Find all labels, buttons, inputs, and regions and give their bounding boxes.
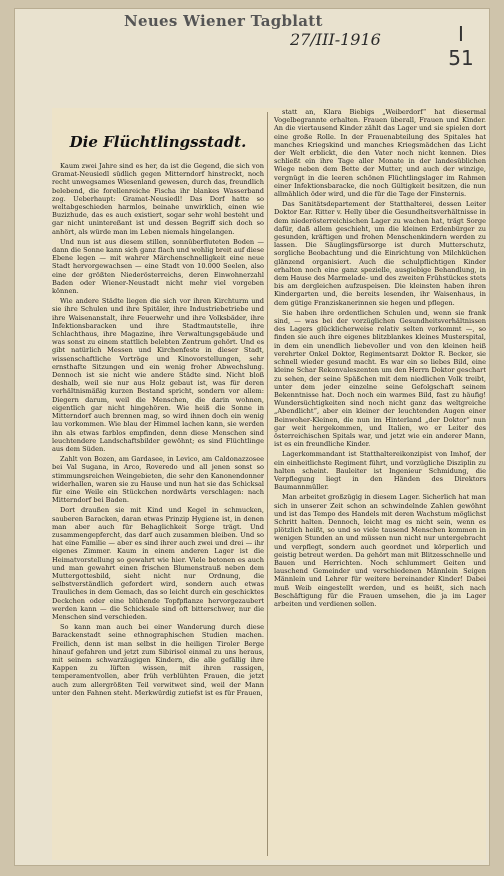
paragraph: Das Sanitätsdepartement der Statthalterei, dessen Leiter Doktor Ear. Ritter v. Helly über die Gesundheitsverhältnisse in dem niederösterreichischen Lager zu wachen hat, trägt Sorge dafür, daß allem geschieht, um die kleinen Erdenbürger zu gesunden, kräftigen und frohen Menschenkindern werden zu lassen. Die Säuglingsfürsorge ist durch Mutterschutz, sorgliche Beobachtung und die Einrichtung von Milchküchen glänzend organisiert. Auch die schulpflichtigen Kinder erhalten noch eine ganz spezielle, ausgiebige Behandlung, in dem Hause des Marmelade- und des zweiten Frühstückes stets bis am dergleichen aufzuspeisen. Die kleinsten haben ihren Kindergarten und, die bereits lesenden, ihr Waisenhaus, in dem gütige Franziskanerinnen sie hegen und pflegen. bbox=[274, 200, 486, 307]
paragraph: Dort draußen sie mit Kind und Kegel in schmucken, sauberen Baracken, daran etwas Prinzip Hygiene ist, in denen man aber auch für Behaglichkeit Sorge trägt. Und zusammengepfercht, das darf auch zusammen bleiben. Und so hat eine Familie — aber es sind ihrer auch zwei und drei — ihr eigenes Zimmer. Kaum in einem anderen Lager ist die Heimatvorstellung so gewahrt wie hier. Viele betonen es auch und man gewahrt einen frischen Blumenstrauß neben dem Muttergottesbild, sieht nicht nur Ordnung, die selbstverständlich gefordert wird, sondern auch etwas Trauliches in dem Gemach, das so leicht durch ein geschicktes Deckchen oder eine blühende Topfpflanze hervorgezaubert werden kann — die Schicksale sind oft bitterschwer, nur die Menschen sind verschieden. bbox=[52, 506, 264, 621]
paragraph: Lagerkommandant ist Statthaltereikonzipist von Imhof, der ein einheitlichste Regiment führt, und vorzügliche Disziplin zu halten scheint. Bauleiter ist Ingenieur Schmidung, die Verpflegung liegt in den Händen des Direktors Baumannmüller. bbox=[274, 450, 486, 492]
paragraph: Wie andere Städte liegen die sich vor ihren Kirchturm und sie ihre Schulen und ihre Spitäler, ihre Industriebetriebe und ihre Waisenanstalt, ihre Feuerwehr und ihre Volksbäder, ihre Infektionsbaracken und ihre Stadtmautstelle, ihre Schlachthaus, ihre Magazine, ihre Verwaltungsgebäude und was sonst zu einem stattlich belebten Zentrum gehört. Und es gibt natürlich Messen und Kirchenfeste in dieser Stadt, wissenschaftliche Vorträge und Kinovorstellungen, sehr ernsthafte Sitzungen und ein wenig froher Abwechslung. Dennoch ist sie nicht wie andere Städte sind. Nicht bloß deshalb, weil sie nur aus Holz gebaut ist, was für deren verhältnismäßig kurzen Bestand spricht, sondern vor allem: Diegern darum, weil die Menschen, die darin wohnen, eigentlich gar nicht hingehören. Wie heiß die Sonne in Mitterndorf auch brennen mag, so wird ihnen doch ein wenig lau vorkommen. Wie blau der Himmel lachen kann, sie werden ihn als etwas farblos empfinden, denn diese Menschen sind leuchtendere Landschaftsbilder gewöhnt; es sind Flüchtlinge aus dem Süden. bbox=[52, 297, 264, 453]
paragraph: Kaum zwei Jahre sind es her, da ist die Gegend, die sich von Gramat-Neusiedl südlich gegen Mitterndorf hinstreckt, noch recht unwegsames Wiesenland gewesen, durch das, freundlich belebend, die forellenreiche Fischa ihr blankes Wasserband zog. Ueberhaupt: Gramat-Neusiedl! Das Dorf hatte so weltabgeschieden harmlos, beinahe unwirklich, einen wie Buzizhude, das es auch existiert, sogar sehr wohl besteht und gar nicht unintereßant ist und dessen Begriff sich doch so anhört, als würde man im Leben niemals hingelangen. bbox=[52, 162, 264, 236]
article-body bbox=[52, 108, 486, 860]
article-column-left bbox=[52, 108, 264, 860]
handwritten-date: 27/III-1916 bbox=[290, 30, 381, 49]
archive-mark: I 51 bbox=[448, 22, 474, 70]
newspaper-page bbox=[14, 8, 490, 866]
column-divider bbox=[267, 112, 268, 856]
paragraph: statt an, Klara Biebigs „Weiberdorf“ hat diesermal Vogelbegrannte erhalten. Frauen überall, Frauen und Kinder. An die viertausend Kinder zählt das Lager und sie spielen dort eine große Rolle. In der Frauenabteilung des Spitales hat manches Kriegskind und manches Kriegsmädchen das Licht der Welt erblickt, die den Vater noch nicht kennen. Dies schließt ein ihre Tage aller Monate in der landesüblichen Wiege neben dem Bette der Mutter, und auch der winzige, vergnügt in die leeren schönen Flüchtlingslager im Rahmen einer Infektionsbaracke, die noch Gültigkeit besitzen, die nun allmählich öder wird, und die für die Tage der Finsternis. bbox=[274, 108, 486, 199]
paragraph: Und nun ist aus diesem stillen, sonnüberfluteten Boden — dann die Sonne kann sich ganz flach und wohlig breit auf diese Ebene legen — mit wahrer Märchenschnelligkeit eine neue Stadt hervorgewachsen — eine Stadt von 10.000 Seelen, also eine der größten Niederösterreichs, deren Einwohnerzahl Baden oder Wiener-Neustadt nicht mehr viel vorgeben können. bbox=[52, 237, 264, 296]
newspaper-masthead: Neues Wiener Tagblatt bbox=[124, 12, 323, 30]
article-title: Die Flüchtlingsstadt. bbox=[69, 133, 247, 151]
paragraph: Sie haben ihre ordentlichen Schulen und, wenn sie frank sind, — was bei der vorzüglichen Gesundheitsverhältnissen des Lagers glücklicherweise relativ selten vorkommt —, so finden sie auch ihre eigenes blitzblankes kleines Musterspital, in dem ein unendlich liebevoller und von den kleinen heiß verehrter Onkel Doktor, Regimentsarzt Doktor R. Becker, sie schnell wieder gesund macht. Es war ein so liebes Bild, eine kleine Schar Rekonvaleszenten um den Herrn Doktor geschart zu sehen, der seine Späßchen mit dem niedlichen Volk treibt, unter dem jeder einzelne seine Gefolgschaft seinem Bekenntnisse hat. Doch noch ein warmes Bild, fast zu häufig! Wundersüchtigkeiten sind noch nicht ganz das weltgreiche „Abendlicht“, aber ein kleiner der leuchtenden Augen einer Beinwoher-Kleinen, die nun im Hinterland „der Doktor“ nun gar weit hergekommen, und Italien, wo er Leiter des österreichischen Spitals war, und jetzt wie ein anderer Mann, ist es ein freundliche Kinder. bbox=[274, 308, 486, 449]
paragraph: Zahlt von Bozen, am Gardasee, in Levico, am Caldonazzosee bei Val Sugana, in Arco, Roveredo und all jenen sonst so stimmungsreichen Weingebieten, die sehr den Kanonendonner widerhallen, waren sie zu Hause und nun hat sie das Schicksal für eine Weile ein Stückchen nordwärts verschlagen: nach Mitterndorf bei Baden. bbox=[52, 455, 264, 505]
paragraph: So kann man auch bei einer Wanderung durch diese Barackenstadt seine ethnographischen Studien machen. Freilich, denn ist man selbst in die heiligen Tiroler Berge hinauf gefahren und jetzt zum Sibirisol einmal zu uns heraus, mit seinem schwarzäugigen Kindern, die alle gefällig ihre Kappen zu lüften wissen, mit ihren rassigen, temperamentvollen, aber früh verblühten Frauen, die jetzt auch zum allergrößten Teil verwitwet sind, weil der Mann unter den Fahnen steht. Merkwürdig zutiefst ist es für Frauen, bbox=[52, 623, 264, 697]
article-column-right bbox=[274, 108, 486, 860]
paragraph: Man arbeitet großzügig in diesem Lager. Sicherlich hat man sich in unserer Zeit schon an schwindelnde Zahlen gewöhnt und ist das Tempo des Handels mit deren Wachstum möglichst Schritt halten. Dennoch, leicht mag es nicht sein, wenn es plötzlich heißt, so und so viele tausend Menschen kommen in wenigen Stunden an und müssen nun nicht nur untergebracht und verpflegt, sondern auch geordnet und körperlich und geistig betreut werden. Da gehört man mit Blitzesschnelle und Bauen und Herrichten. Noch schlummert Geiten und lauschend Gemeinder und verschiedenen Männlein Seigen Männlein und Lehrer für weitere bereinander Kinder! Dabei muß Weib eingestellt werden, und es heißt, sich nach Beschäftigung für die Frauen umsehen, die ja im Lager arbeiten und verdienen sollen. bbox=[274, 493, 486, 608]
